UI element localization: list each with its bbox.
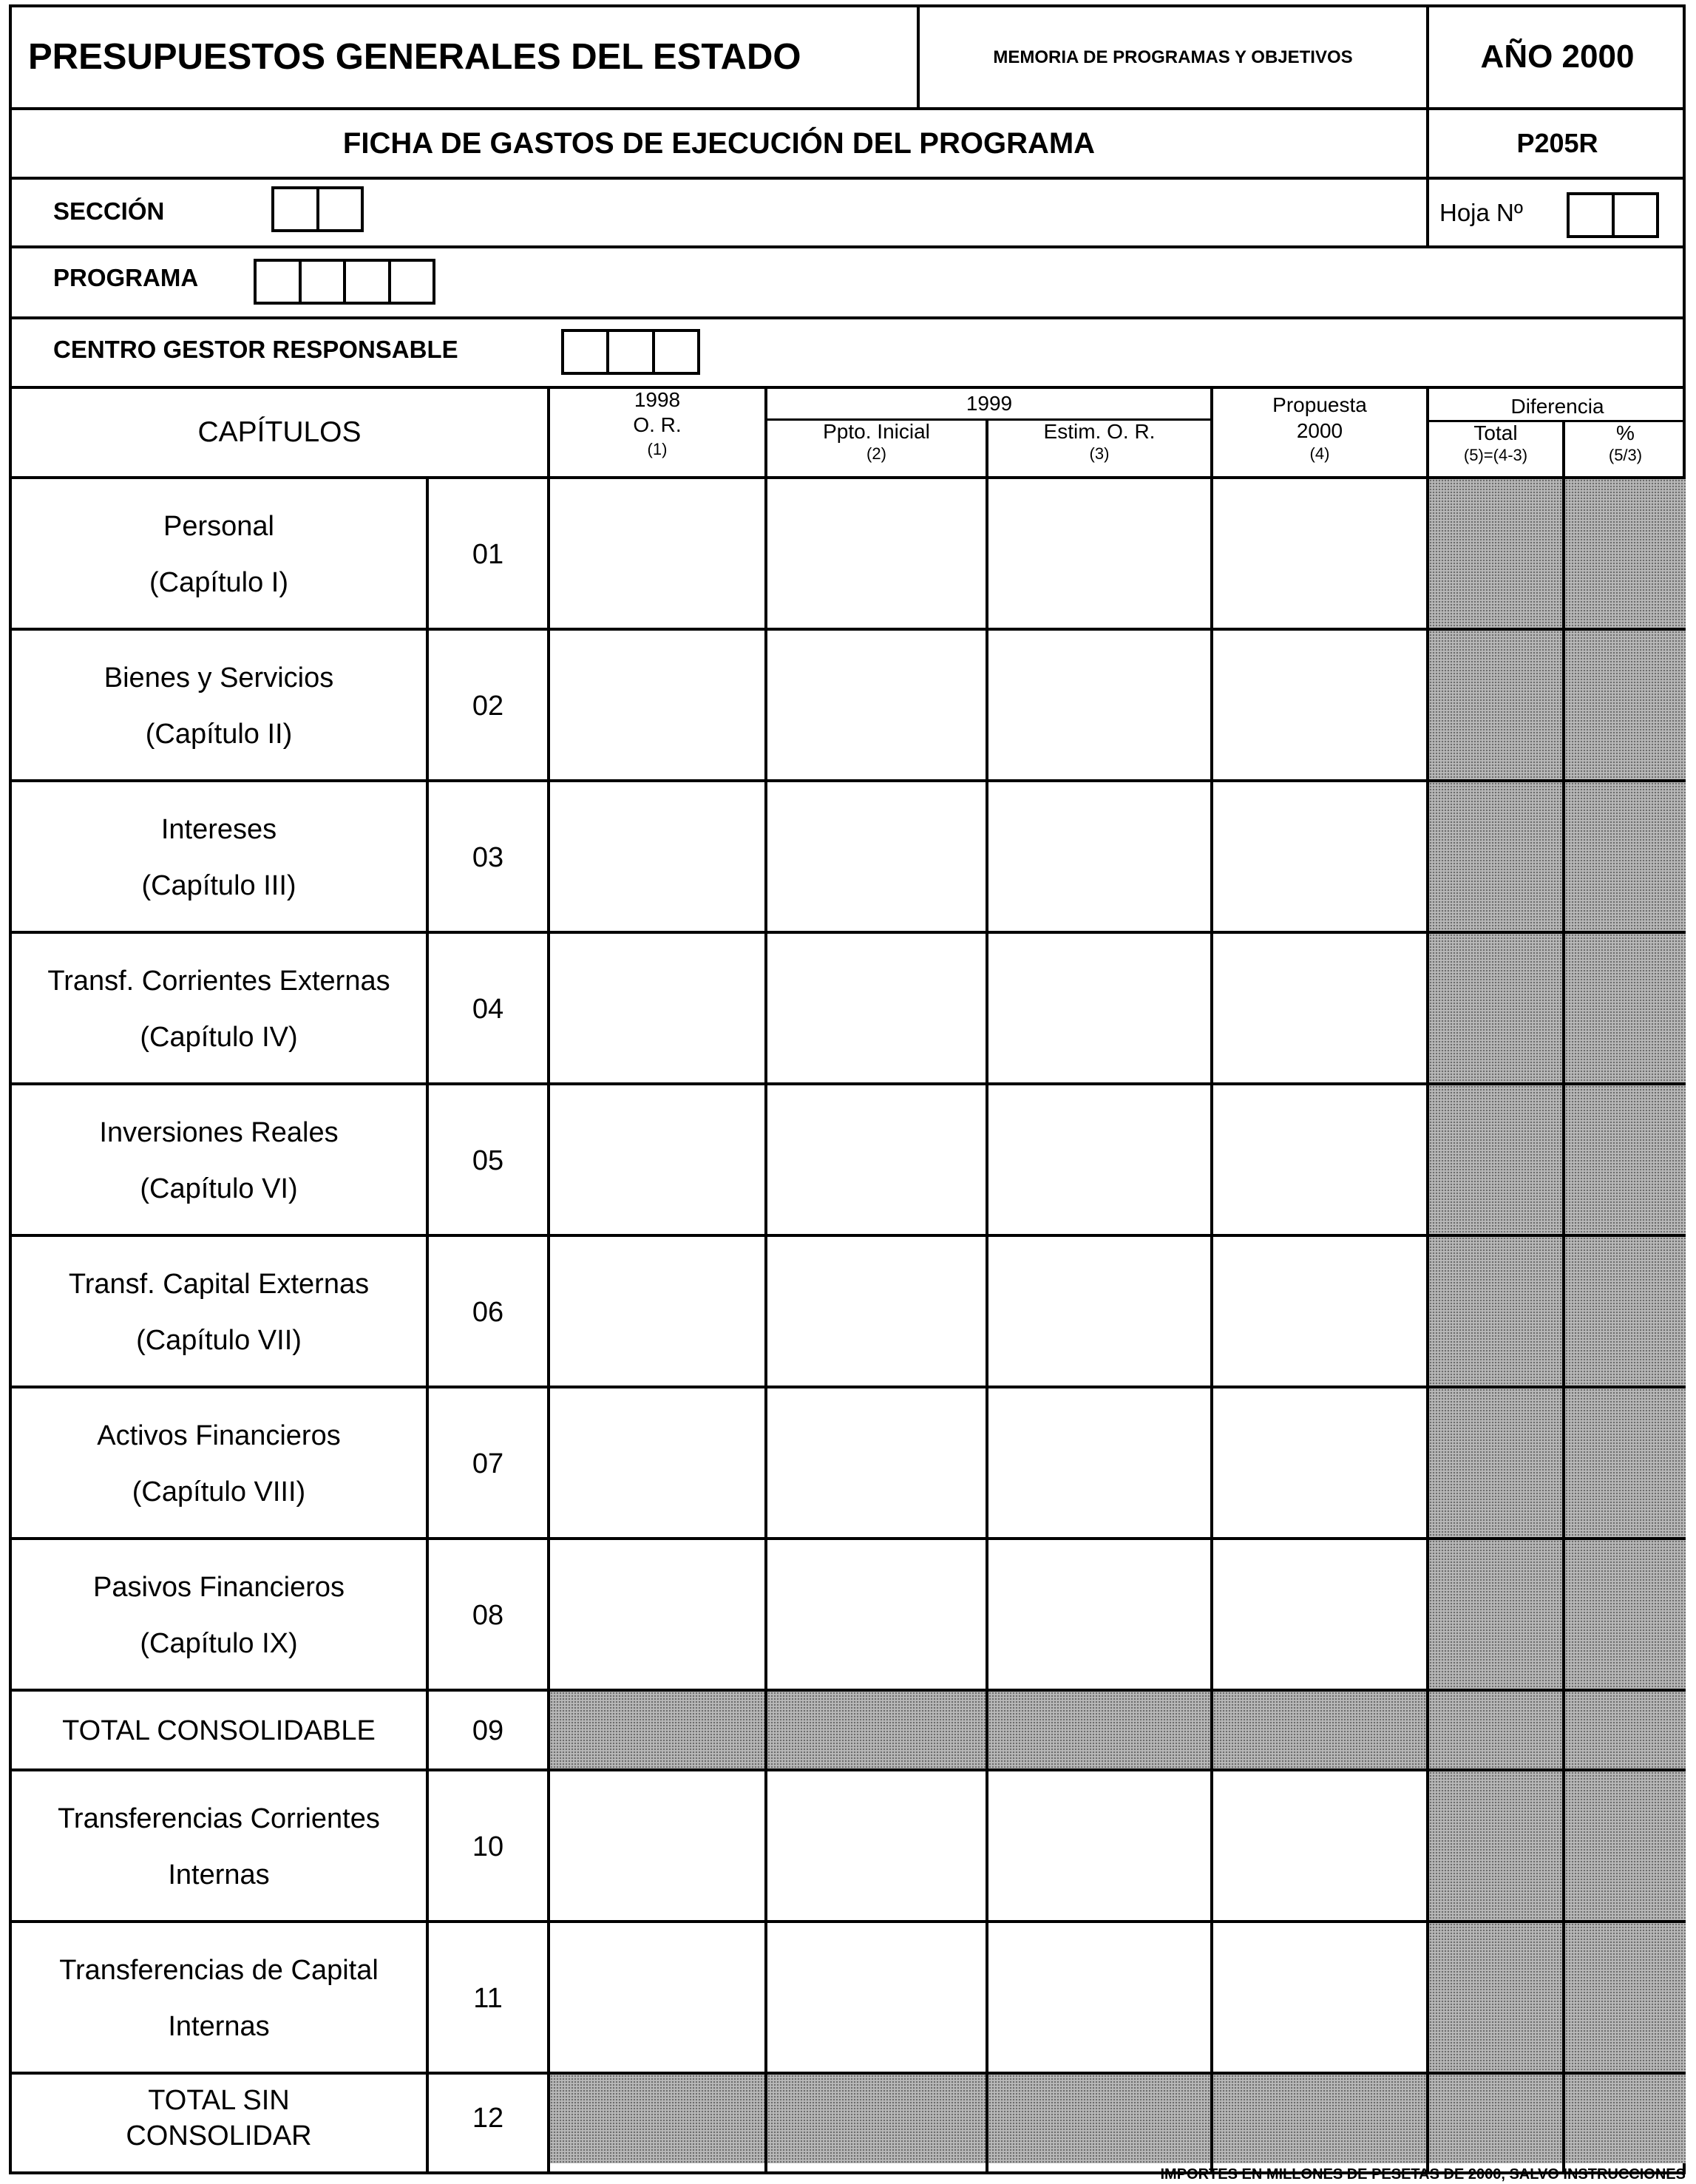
- table-row: [12, 1540, 1686, 1692]
- row-code: 06: [472, 1296, 504, 1328]
- col-ppto-inicial-cell[interactable]: [767, 1085, 986, 1237]
- row-label-line1: Bienes y Servicios: [104, 662, 334, 693]
- header-1999: 1999: [966, 391, 1013, 415]
- header-total: Total: [1473, 421, 1518, 444]
- row-label-line2: (Capítulo IV): [140, 1021, 298, 1053]
- col-estim-or-cell[interactable]: [988, 1771, 1210, 1923]
- col-ppto-inicial-cell[interactable]: [767, 934, 986, 1085]
- col-diferencia-total-cell: [1429, 1692, 1562, 1771]
- row-label-line2: (Capítulo VII): [136, 1324, 302, 1356]
- row-label-line1: Inversiones Reales: [99, 1116, 339, 1148]
- form-title: PRESUPUESTOS GENERALES DEL ESTADO: [28, 37, 801, 78]
- hoja-label: Hoja Nº: [1439, 199, 1523, 227]
- row-label-line1: Transferencias de Capital: [59, 1954, 379, 1986]
- col-diferencia-total-cell: [1429, 1085, 1562, 1237]
- header-n1: (1): [647, 440, 668, 459]
- col-diferencia-total-cell: [1429, 1237, 1562, 1388]
- col-ppto-inicial-cell[interactable]: [767, 479, 986, 631]
- seccion-code-field[interactable]: [271, 186, 364, 232]
- row-label: [12, 1388, 426, 1540]
- col-propuesta-2000-cell: [1213, 1692, 1426, 1771]
- col-diferencia-pct-cell: [1565, 1237, 1686, 1388]
- row-code: 04: [472, 993, 504, 1025]
- header-n3: (3): [1089, 444, 1110, 464]
- col-1998-or-cell[interactable]: [550, 479, 764, 631]
- col-propuesta-2000-cell[interactable]: [1213, 1923, 1426, 2075]
- memoria-label: MEMORIA DE PROGRAMAS Y OBJETIVOS: [993, 47, 1353, 67]
- row-label-line2: (Capítulo II): [145, 718, 293, 750]
- col-diferencia-total-cell: [1429, 2075, 1562, 2163]
- col-estim-or-cell[interactable]: [988, 1540, 1210, 1692]
- centro-gestor-label: CENTRO GESTOR RESPONSABLE: [53, 336, 458, 364]
- col-ppto-inicial-cell[interactable]: [767, 1771, 986, 1923]
- row-code: 08: [472, 1599, 504, 1631]
- col-1998-or-cell[interactable]: [550, 631, 764, 782]
- header-n6: (5/3): [1608, 446, 1643, 465]
- col-propuesta-2000-cell[interactable]: [1213, 1771, 1426, 1923]
- row-label-line2: (Capítulo VIII): [132, 1476, 306, 1508]
- col-ppto-inicial-cell[interactable]: [767, 1237, 986, 1388]
- col-estim-or-cell[interactable]: [988, 1923, 1210, 2075]
- col-ppto-inicial-cell: [767, 1692, 986, 1771]
- row-code: 12: [472, 2103, 504, 2134]
- col-1998-or-cell[interactable]: [550, 1085, 764, 1237]
- row-label: [12, 934, 426, 1085]
- centro-gestor-code-field[interactable]: [561, 329, 700, 375]
- table-row: [12, 1923, 1686, 2075]
- col-diferencia-pct-cell: [1565, 934, 1686, 1085]
- footer-note: IMPORTES EN MILLONES DE PESETAS DE 2000, SALVO INSTRUCCIONES: [1160, 2166, 1686, 2183]
- col-ppto-inicial-cell[interactable]: [767, 1923, 986, 2075]
- seccion-label: SECCIÓN: [53, 197, 165, 225]
- col-estim-or-cell[interactable]: [988, 934, 1210, 1085]
- header-n4: (4): [1309, 444, 1330, 464]
- table-row: [12, 782, 1686, 934]
- year-label: AÑO 2000: [1480, 38, 1635, 75]
- row-label-line1: Transferencias Corrientes: [58, 1803, 380, 1834]
- header-or: O. R.: [633, 413, 682, 436]
- row-label: [12, 631, 426, 782]
- row-label-line2: Internas: [168, 1859, 270, 1890]
- row-label-line1: Pasivos Financieros: [92, 1571, 345, 1603]
- col-estim-or-cell: [988, 1692, 1210, 1771]
- col-propuesta-2000-cell: [1213, 2075, 1426, 2163]
- col-1998-or-cell[interactable]: [550, 782, 764, 934]
- row-label-line2: Internas: [168, 2010, 270, 2042]
- col-diferencia-pct-cell: [1565, 1388, 1686, 1540]
- col-estim-or-cell[interactable]: [988, 631, 1210, 782]
- header-percent: %: [1616, 421, 1635, 444]
- row-label-line1: Transf. Capital Externas: [68, 1268, 370, 1300]
- hoja-number-field[interactable]: [1567, 192, 1659, 238]
- row-label-line1: Transf. Corrientes Externas: [47, 965, 390, 997]
- programa-code-field[interactable]: [254, 259, 435, 305]
- col-estim-or-cell: [988, 2075, 1210, 2163]
- row-code: 02: [472, 690, 504, 722]
- col-propuesta-2000-cell[interactable]: [1213, 1540, 1426, 1692]
- col-estim-or-cell[interactable]: [988, 1388, 1210, 1540]
- table-row: [12, 2075, 1686, 2163]
- col-estim-or-cell[interactable]: [988, 782, 1210, 934]
- col-diferencia-pct-cell: [1565, 2075, 1686, 2163]
- row-label: [12, 782, 426, 934]
- table-row: [12, 1692, 1686, 1771]
- row-label: [12, 1923, 426, 2075]
- col-propuesta-2000-cell[interactable]: [1213, 479, 1426, 631]
- col-diferencia-total-cell: [1429, 782, 1562, 934]
- row-label-line1: Intereses: [160, 813, 277, 845]
- col-1998-or-cell[interactable]: [550, 1388, 764, 1540]
- row-code: 03: [472, 841, 504, 873]
- row-label-line2: (Capítulo IX): [140, 1627, 298, 1659]
- col-diferencia-pct-cell: [1565, 1923, 1686, 2075]
- col-propuesta-2000-cell[interactable]: [1213, 631, 1426, 782]
- row-label: [12, 1540, 426, 1692]
- col-1998-or-cell: [550, 1692, 764, 1771]
- row-code: 01: [472, 538, 504, 570]
- col-diferencia-total-cell: [1429, 934, 1562, 1085]
- row-label: [12, 1085, 426, 1237]
- row-code: 07: [472, 1448, 504, 1479]
- col-diferencia-pct-cell: [1565, 1692, 1686, 1771]
- table-row: [12, 1237, 1686, 1388]
- row-label-line2: CONSOLIDAR: [126, 2120, 312, 2151]
- col-propuesta-2000-cell[interactable]: [1213, 1085, 1426, 1237]
- budget-form: [9, 4, 1686, 2174]
- col-diferencia-pct-cell: [1565, 1540, 1686, 1692]
- col-1998-or-cell: [550, 2075, 764, 2163]
- col-diferencia-pct-cell: [1565, 1085, 1686, 1237]
- row-label-line1: Personal: [163, 510, 274, 542]
- row-label-line1: TOTAL SIN: [148, 2085, 290, 2117]
- col-diferencia-total-cell: [1429, 479, 1562, 631]
- header-ppto-inicial: Ppto. Inicial: [823, 419, 930, 443]
- col-propuesta-2000-cell[interactable]: [1213, 1237, 1426, 1388]
- header-2000: 2000: [1296, 418, 1343, 442]
- header-diferencia: Diferencia: [1510, 394, 1604, 418]
- col-ppto-inicial-cell[interactable]: [767, 1388, 986, 1540]
- col-1998-or-cell[interactable]: [550, 1923, 764, 2075]
- col-diferencia-total-cell: [1429, 1388, 1562, 1540]
- row-label: [12, 1771, 426, 1923]
- col-diferencia-pct-cell: [1565, 1771, 1686, 1923]
- table-row: [12, 631, 1686, 782]
- col-diferencia-total-cell: [1429, 1540, 1562, 1692]
- col-1998-or-cell[interactable]: [550, 1540, 764, 1692]
- col-ppto-inicial-cell: [767, 2075, 986, 2163]
- programa-label: PROGRAMA: [53, 264, 199, 292]
- row-label-line2: (Capítulo III): [141, 869, 296, 901]
- row-label-line1: TOTAL CONSOLIDABLE: [62, 1715, 376, 1747]
- col-propuesta-2000-cell[interactable]: [1213, 934, 1426, 1085]
- col-ppto-inicial-cell[interactable]: [767, 631, 986, 782]
- header-estim-or: Estim. O. R.: [1043, 419, 1156, 443]
- capitulos-header: CAPÍTULOS: [197, 416, 362, 448]
- header-n5: (5)=(4-3): [1463, 446, 1528, 465]
- table-row: [12, 1771, 1686, 1923]
- row-label-line1: Activos Financieros: [97, 1420, 341, 1451]
- form-code: P205R: [1516, 128, 1598, 159]
- col-ppto-inicial-cell[interactable]: [767, 782, 986, 934]
- col-diferencia-total-cell: [1429, 1771, 1562, 1923]
- col-propuesta-2000-cell[interactable]: [1213, 782, 1426, 934]
- col-propuesta-2000-cell[interactable]: [1213, 1388, 1426, 1540]
- row-label: [12, 1237, 426, 1388]
- col-1998-or-cell[interactable]: [550, 934, 764, 1085]
- row-code: 11: [473, 1982, 503, 2014]
- row-label: [12, 1692, 426, 1771]
- col-diferencia-total-cell: [1429, 1923, 1562, 2075]
- header-propuesta: Propuesta: [1272, 393, 1367, 416]
- table-row: [12, 934, 1686, 1085]
- col-estim-or-cell[interactable]: [988, 479, 1210, 631]
- col-ppto-inicial-cell[interactable]: [767, 1540, 986, 1692]
- header-n2: (2): [866, 444, 886, 464]
- col-estim-or-cell[interactable]: [988, 1237, 1210, 1388]
- table-row: [12, 1085, 1686, 1237]
- row-label-line2: (Capítulo I): [149, 566, 288, 598]
- row-label: [12, 2075, 426, 2163]
- col-1998-or-cell[interactable]: [550, 1771, 764, 1923]
- col-1998-or-cell[interactable]: [550, 1237, 764, 1388]
- col-diferencia-total-cell: [1429, 631, 1562, 782]
- row-label-line2: (Capítulo VI): [140, 1173, 298, 1204]
- header-1998: 1998: [634, 387, 681, 411]
- row-label: [12, 479, 426, 631]
- col-diferencia-pct-cell: [1565, 782, 1686, 934]
- col-diferencia-pct-cell: [1565, 631, 1686, 782]
- table-row: [12, 479, 1686, 631]
- row-code: 09: [472, 1715, 504, 1747]
- row-code: 10: [472, 1831, 504, 1862]
- col-diferencia-pct-cell: [1565, 479, 1686, 631]
- row-code: 05: [472, 1144, 504, 1176]
- form-subtitle: FICHA DE GASTOS DE EJECUCIÓN DEL PROGRAMA: [342, 127, 1096, 160]
- col-estim-or-cell[interactable]: [988, 1085, 1210, 1237]
- table-row: [12, 1388, 1686, 1540]
